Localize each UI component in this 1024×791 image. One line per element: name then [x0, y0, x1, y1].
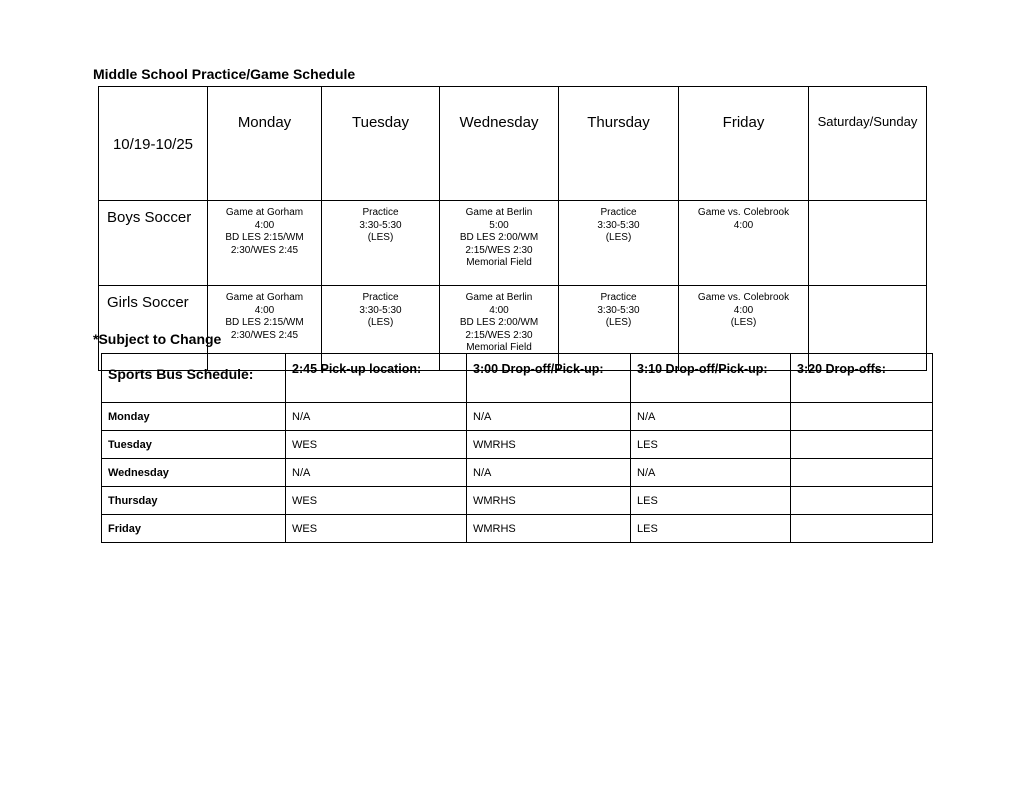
- event-line: 2:30/WES 2:45: [230, 329, 299, 341]
- bus-cell-245: WES: [286, 487, 467, 515]
- event-line: Game vs. Colebrook: [697, 207, 790, 218]
- bus-cell-245: WES: [286, 515, 467, 543]
- event-line: BD LES 2:15/WM: [225, 232, 304, 244]
- bus-cell-320: [791, 459, 933, 487]
- bus-cell-310: LES: [631, 515, 791, 543]
- event-line: BD LES 2:00/WM: [459, 317, 539, 329]
- bus-row-wednesday: [102, 459, 933, 487]
- bus-schedule-title: Sports Bus Schedule:: [102, 354, 286, 403]
- bus-row-thursday: [102, 487, 933, 515]
- event-line: Practice: [362, 292, 399, 303]
- event-line: (LES): [367, 317, 394, 329]
- bus-cell-245: WES: [286, 431, 467, 459]
- event-line: (LES): [367, 232, 394, 244]
- bus-day-label: Thursday: [102, 487, 286, 515]
- event-line: (LES): [605, 317, 632, 329]
- event-cell-tuesday: [322, 201, 440, 286]
- bus-day-label: Tuesday: [102, 431, 286, 459]
- event-line: Memorial Field: [466, 257, 532, 269]
- bus-cell-300: N/A: [467, 459, 631, 487]
- event-cell-wednesday: [440, 201, 559, 286]
- event-line: Practice: [362, 207, 399, 218]
- bus-day-label: Wednesday: [102, 459, 286, 487]
- event-line: 5:00: [489, 219, 509, 231]
- bus-row-tuesday: [102, 431, 933, 459]
- event-line: 2:30/WES 2:45: [230, 244, 299, 256]
- event-line: Game at Gorham: [225, 207, 304, 218]
- bus-cell-245: N/A: [286, 459, 467, 487]
- bus-cell-310: N/A: [631, 403, 791, 431]
- event-line: Practice: [600, 207, 637, 218]
- bus-cell-310: N/A: [631, 459, 791, 487]
- bus-header-320-dropoffs: 3:20 Drop-offs:: [791, 354, 933, 403]
- event-line: 3:30-5:30: [597, 304, 640, 316]
- event-line: (LES): [605, 232, 632, 244]
- day-header-thursday: Thursday: [559, 87, 679, 201]
- team-row-boys-soccer: [99, 201, 927, 286]
- bus-row-monday: [102, 403, 933, 431]
- bus-cell-300: WMRHS: [467, 487, 631, 515]
- event-cell-friday: [679, 201, 809, 286]
- day-header-wednesday: Wednesday: [440, 87, 559, 201]
- bus-header-245-pickup: 2:45 Pick-up location:: [286, 354, 467, 403]
- subject-to-change-note: *Subject to Change: [93, 331, 222, 347]
- bus-header-row: [102, 354, 933, 403]
- bus-day-label: Monday: [102, 403, 286, 431]
- event-line: 3:30-5:30: [359, 304, 402, 316]
- page-title: Middle School Practice/Game Schedule: [93, 66, 356, 82]
- sports-bus-schedule-table: [101, 353, 933, 543]
- team-name: Boys Soccer: [99, 201, 208, 286]
- event-line: 4:00: [733, 219, 754, 231]
- date-range: 10/19-10/25: [99, 87, 208, 201]
- day-header-monday: Monday: [208, 87, 322, 201]
- practice-game-schedule-table: [98, 86, 927, 371]
- event-line: 3:30-5:30: [597, 219, 640, 231]
- day-header-weekend: Saturday/Sunday: [809, 87, 927, 201]
- event-line: 3:30-5:30: [359, 219, 402, 231]
- event-cell-weekend: [809, 201, 927, 286]
- event-line: 4:00: [489, 304, 509, 316]
- bus-row-friday: [102, 515, 933, 543]
- event-line: 4:00: [733, 304, 754, 316]
- bus-header-300-dropoff-pickup: 3:00 Drop-off/Pick-up:: [467, 354, 631, 403]
- bus-header-310-dropoff-pickup: 3:10 Drop-off/Pick-up:: [631, 354, 791, 403]
- bus-cell-245: N/A: [286, 403, 467, 431]
- event-line: Game at Berlin: [465, 292, 533, 303]
- event-line: BD LES 2:00/WM: [459, 232, 539, 244]
- event-line: Game at Berlin: [465, 207, 533, 218]
- event-line: Memorial Field: [466, 342, 532, 354]
- bus-cell-310: LES: [631, 487, 791, 515]
- event-line: Game at Gorham: [225, 292, 304, 303]
- day-header-tuesday: Tuesday: [322, 87, 440, 201]
- event-cell-thursday: [559, 201, 679, 286]
- bus-cell-300: N/A: [467, 403, 631, 431]
- event-line: BD LES 2:15/WM: [225, 317, 304, 329]
- bus-cell-300: WMRHS: [467, 431, 631, 459]
- bus-cell-320: [791, 431, 933, 459]
- team-name: Girls Soccer: [99, 286, 208, 371]
- bus-cell-300: WMRHS: [467, 515, 631, 543]
- bus-cell-320: [791, 403, 933, 431]
- event-line: 2:15/WES 2:30: [465, 329, 533, 341]
- bus-day-label: Friday: [102, 515, 286, 543]
- event-line: Practice: [600, 292, 637, 303]
- event-line: Game vs. Colebrook: [697, 292, 790, 303]
- event-line: 4:00: [254, 304, 275, 316]
- event-line: 4:00: [254, 219, 275, 231]
- schedule-header-row: [99, 87, 927, 201]
- event-line: (LES): [730, 317, 757, 329]
- bus-cell-310: LES: [631, 431, 791, 459]
- event-cell-monday: [208, 201, 322, 286]
- bus-cell-320: [791, 487, 933, 515]
- event-line: 2:15/WES 2:30: [465, 244, 533, 256]
- day-header-friday: Friday: [679, 87, 809, 201]
- bus-cell-320: [791, 515, 933, 543]
